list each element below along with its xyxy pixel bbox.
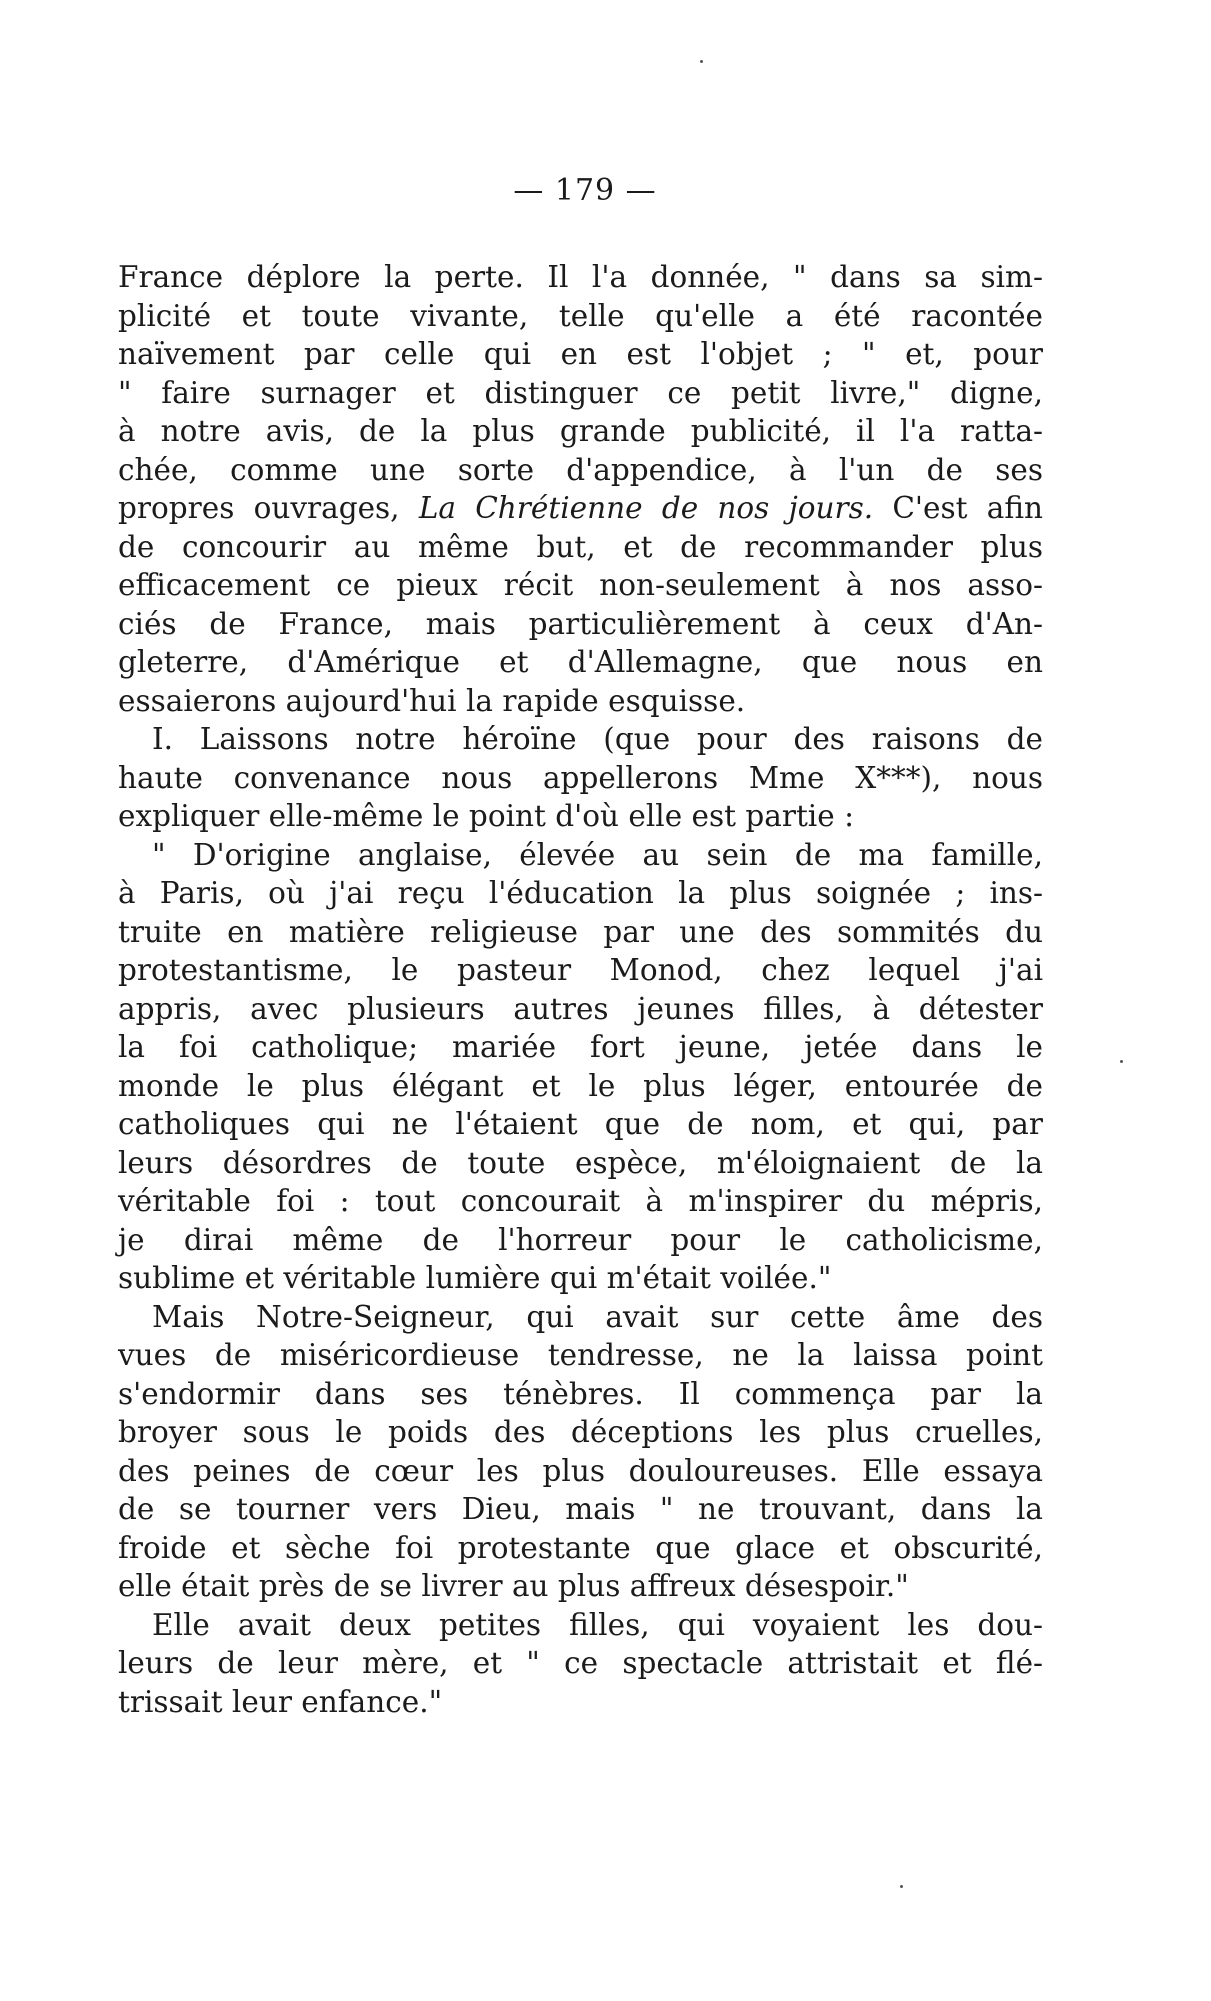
text-line: trissait leur enfance." [118, 1684, 443, 1719]
text-line: catholiques qui ne l'étaient que de nom, et qui, par [118, 1107, 1043, 1141]
text-line: sublime et véritable lumière qui m'était voilée." [118, 1261, 832, 1295]
body-text [118, 258, 1043, 1721]
text-line: des peines de cœur les plus douloureuses. Elle essaya [118, 1453, 1043, 1488]
text-line: propres ouvrages, La Chrétienne de nos jours. C'est afin [118, 491, 1043, 525]
text-line: " faire surnager et distinguer ce petit livre," digne, [118, 375, 1043, 410]
text-line: elle était près de se livrer au plus affreux désespoir." [118, 1569, 909, 1603]
text-line: expliquer elle-même le point d'où elle est partie : [118, 799, 855, 833]
paragraph [118, 258, 1043, 720]
paragraph [118, 1606, 1043, 1722]
paragraph [118, 1298, 1043, 1606]
text-line: protestantisme, le pasteur Monod, chez lequel j'ai [118, 953, 1043, 987]
text-line: " D'origine anglaise, élevée au sein de ma famille, [152, 837, 1043, 872]
text-line: je dirai même de l'horreur pour le catholicisme, [118, 1222, 1043, 1257]
text-line: Elle avait deux petites filles, qui voyaient les dou- [152, 1607, 1043, 1642]
text-line: de se tourner vers Dieu, mais " ne trouvant, dans la [118, 1492, 1043, 1526]
text-line: froide et sèche foi protestante que glace et obscurité, [118, 1530, 1043, 1565]
text-line: à notre avis, de la plus grande publicité, il l'a ratta- [118, 414, 1043, 448]
text-line: gleterre, d'Amérique et d'Allemagne, que nous en [118, 645, 1043, 679]
text-line: plicité et toute vivante, telle qu'elle a été racontée [118, 298, 1043, 333]
text-line: I. Laissons notre héroïne (que pour des raisons de [152, 722, 1043, 756]
text-line: efficacement ce pieux récit non-seulement à nos asso- [118, 568, 1043, 602]
ink-speck [700, 60, 703, 63]
paragraph [118, 720, 1043, 836]
text-line: France déplore la perte. Il l'a donnée, " dans sa sim- [118, 260, 1043, 294]
text-line: véritable foi : tout concourait à m'inspirer du mépris, [118, 1184, 1043, 1218]
ink-speck [900, 1885, 903, 1888]
text-line: naïvement par celle qui en est l'objet ; " et, pour [118, 337, 1043, 371]
text-line: ciés de France, mais particulièrement à ceux d'An- [118, 606, 1043, 641]
paragraph [118, 836, 1043, 1298]
text-line: leurs désordres de toute espèce, m'éloignaient de la [118, 1145, 1043, 1180]
text-line: haute convenance nous appellerons Mme X***), nous [118, 760, 1043, 795]
text-line: la foi catholique; mariée fort jeune, jetée dans le [118, 1030, 1043, 1064]
text-line: Mais Notre-Seigneur, qui avait sur cette âme des [152, 1299, 1043, 1334]
text-line: truite en matière religieuse par une des sommités du [118, 914, 1043, 949]
text-line: de concourir au même but, et de recommander plus [118, 529, 1043, 564]
text-line: monde le plus élégant et le plus léger, entourée de [118, 1068, 1043, 1103]
text-line: chée, comme une sorte d'appendice, à l'un de ses [118, 452, 1043, 487]
ink-speck [1120, 1060, 1123, 1063]
text-line: broyer sous le poids des déceptions les plus cruelles, [118, 1415, 1043, 1449]
text-line: essaierons aujourd'hui la rapide esquisse. [118, 683, 746, 718]
page-number: — 179 — [513, 173, 657, 208]
text-line: à Paris, où j'ai reçu l'éducation la plus soignée ; ins- [118, 876, 1043, 910]
text-line: s'endormir dans ses ténèbres. Il commença par la [118, 1376, 1043, 1411]
text-line: vues de miséricordieuse tendresse, ne la laissa point [118, 1338, 1043, 1372]
text-line: leurs de leur mère, et " ce spectacle attristait et flé- [118, 1646, 1043, 1680]
text-line: appris, avec plusieurs autres jeunes filles, à détester [118, 991, 1043, 1026]
